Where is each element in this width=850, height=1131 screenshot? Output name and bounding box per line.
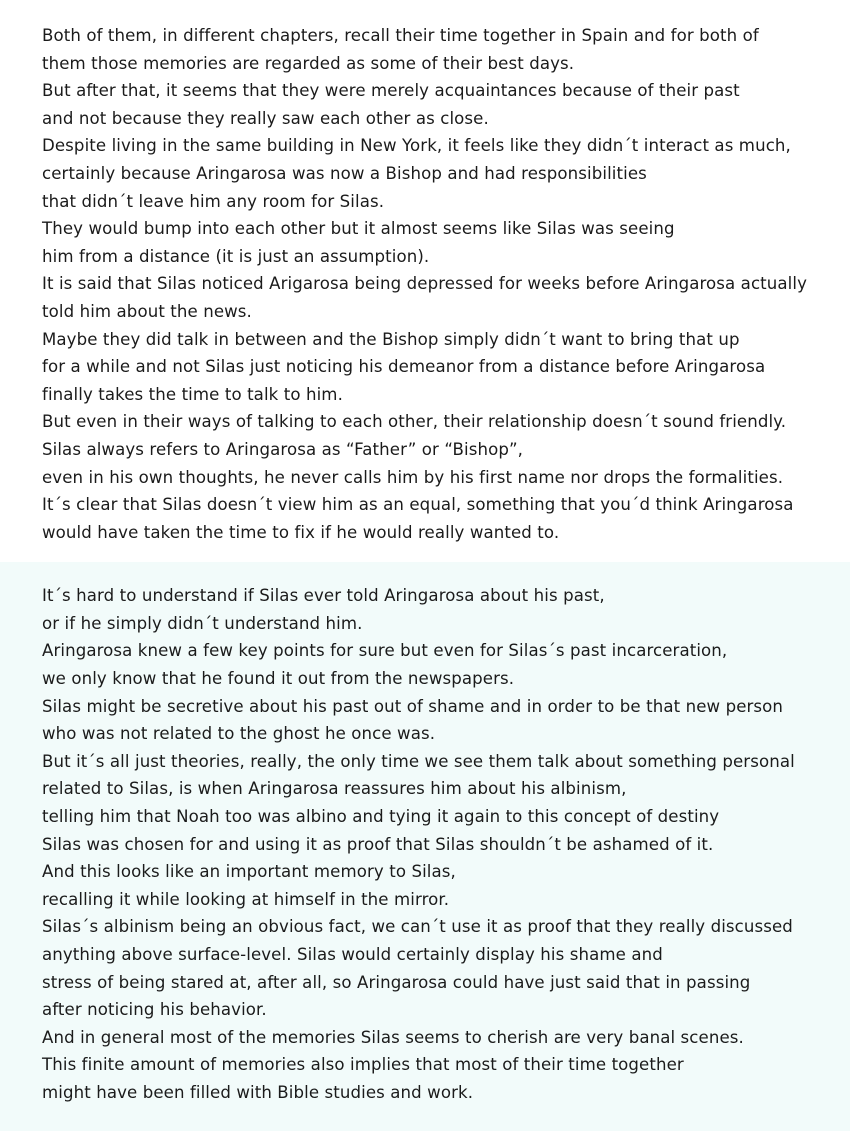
text-line: them those memories are regarded as some of their best days. [42,53,575,73]
text-line: who was not related to the ghost he once was. [42,724,436,744]
text-line: after noticing his behavior. [42,1000,267,1020]
text-line: This finite amount of memories also implies that most of their time together [42,1055,684,1075]
text-line: They would bump into each other but it almost seems like Silas was seeing [42,219,675,239]
text-line: anything above surface-level. Silas would certainly display his shame and [42,945,663,964]
text-line: But after that, it seems that they were merely acquaintances because of their past [42,81,740,101]
text-line: Silas always refers to Aringarosa as “Father” or “Bishop”, [42,439,524,459]
text-line: related to Silas, is when Aringarosa reassures him about his albinism, [42,779,627,799]
text-line: It´s clear that Silas doesn´t view him as an equal, something that you´d think Aringarosa [42,495,794,515]
text-line: stress of being stared at, after all, so Aringarosa could have just said that in passing [42,972,751,992]
text-line: or if he simply didn´t understand him. [42,613,363,633]
text-line: But even in their ways of talking to each other, their relationship doesn´t sound friendly. [42,412,787,432]
text-line: It´s hard to understand if Silas ever told Aringarosa about his past, [42,586,605,606]
text-line: would have taken the time to fix if he would really wanted to. [42,522,560,542]
text-line: But it´s all just theories, really, the only time we see them talk about something personal [42,751,795,771]
text-line: Silas might be secretive about his past out of shame and in order to be that new person [42,696,784,716]
text-line: told him about the news. [42,301,252,321]
text-block-two [0,562,850,1130]
text-line: finally takes the time to talk to him. [42,384,343,404]
text-line: Despite living in the same building in New York, it feels like they didn´t interact as much, [42,136,791,156]
text-line: Silas was chosen for and using it as proof that Silas shouldn´t be ashamed of it. [42,834,714,854]
text-line: Both of them, in different chapters, recall their time together in Spain and for both of [42,26,759,45]
text-line: certainly because Aringarosa was now a Bishop and had responsibilities [42,163,647,183]
text-block-one [0,0,850,562]
text-line: recalling it while looking at himself in the mirror. [42,889,450,909]
text-line: It is said that Silas noticed Arigarosa being depressed for weeks before Aringarosa actually [42,274,808,294]
text-line: telling him that Noah too was albino and tying it again to this concept of destiny [42,807,720,827]
text-line: him from a distance (it is just an assumption). [42,246,430,266]
text-line: might have been filled with Bible studies and work. [42,1082,474,1102]
text-line: for a while and not Silas just noticing his demeanor from a distance before Aringarosa [42,357,766,377]
text-line: we only know that he found it out from the newspapers. [42,669,515,689]
text-line: even in his own thoughts, he never calls him by his first name nor drops the formalities. [42,467,784,487]
text-line: And this looks like an important memory to Silas, [42,862,456,882]
text-line: And in general most of the memories Silas seems to cherish are very banal scenes. [42,1027,744,1047]
text-line: Silas´s albinism being an obvious fact, we can´t use it as proof that they really discussed [42,917,793,937]
text-line: Maybe they did talk in between and the Bishop simply didn´t want to bring that up [42,329,740,349]
text-line: Aringarosa knew a few key points for sure but even for Silas´s past incarceration, [42,641,728,661]
text-line: and not because they really saw each other as close. [42,108,489,128]
text-line: that didn´t leave him any room for Silas. [42,191,385,211]
